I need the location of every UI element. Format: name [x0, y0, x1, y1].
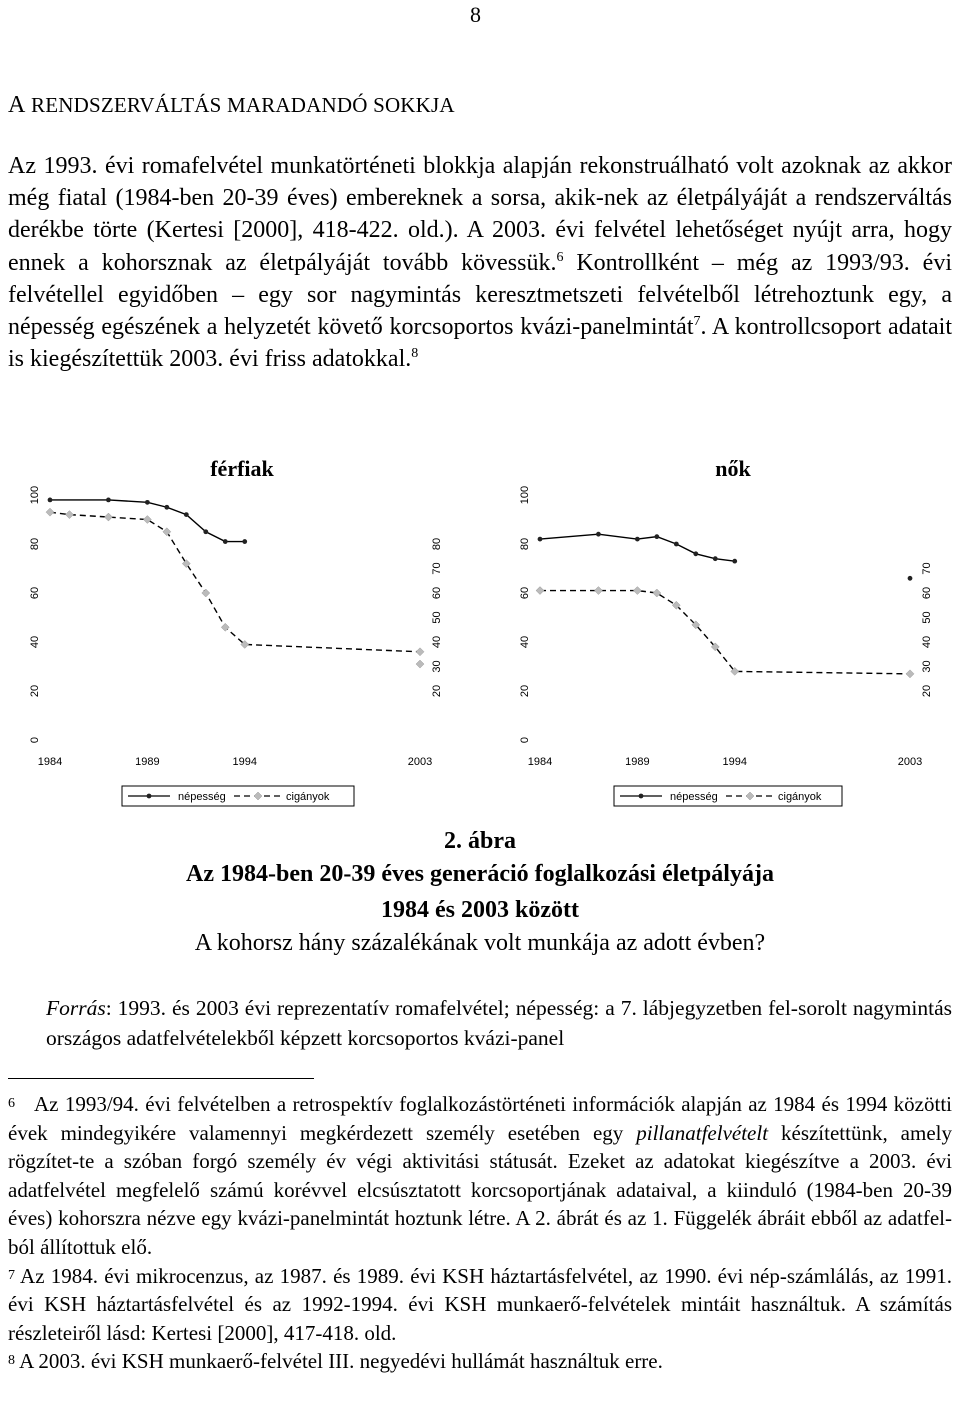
x-tick-label: 2003 — [407, 756, 433, 768]
x-tick-label: 1984 — [527, 756, 553, 768]
footnote-number: 8 — [8, 1353, 15, 1369]
y-tick-label-left: 20 — [29, 684, 41, 698]
data-point-nepesseg — [732, 559, 737, 564]
figure-title-line-2: 1984 és 2003 között — [381, 897, 579, 923]
paragraph-part-2: Kontrollként – még az 1993/93. évi felvétellel egyidőben – egy sor nagymintás keresztmetszeti felvételből létrehoztunk egy, a népesség egészének a helyzetét követő korcsoportos kvázi-panelmintát — [8, 249, 953, 341]
figure-title-line-1: Az 1984-ben 20-39 éves generáció foglalkozási életpályája — [186, 861, 774, 887]
y-tick-label-right: 70 — [431, 562, 443, 575]
legend-label-nepesseg: népesség — [670, 791, 718, 803]
section-title-rest: RENDSZERVÁLTÁS MARADANDÓ SOKKJA — [25, 93, 455, 117]
y-tick-label-right: 40 — [431, 635, 443, 649]
footnote-number: 7 — [8, 1267, 15, 1283]
y-tick-label-right: 30 — [921, 660, 933, 673]
legend-label-nepesseg: népesség — [178, 791, 226, 803]
figure-number: 2. ábra — [444, 828, 516, 854]
y-tick-label-left: 20 — [519, 684, 531, 698]
y-tick-label-left: 60 — [519, 586, 531, 600]
data-point-nepesseg — [48, 498, 53, 503]
y-tick-label-left: 80 — [29, 537, 41, 551]
x-tick-label: 1989 — [135, 756, 160, 768]
paragraph-part-3: . A kontrollcsoport adatait is kiegészítettük 2003. évi friss adatokkal. — [8, 314, 953, 373]
data-point-nepesseg — [674, 542, 679, 547]
x-tick-label: 1984 — [37, 756, 63, 768]
y-tick-label-right: 50 — [431, 611, 443, 624]
chart-title: nők — [715, 456, 751, 481]
source-text: : 1993. és 2003 évi reprezentatív romafelvétel; népesség: a 7. lábjegyzetben fel-sorolt nagymintás országos adatfelvételekből képzett korcsoportos kvázi-panel — [46, 996, 952, 1050]
y-tick-label-left: 80 — [519, 537, 531, 551]
data-point-nepesseg — [538, 537, 543, 542]
data-point-nepesseg — [203, 529, 208, 534]
y-tick-label-left: 40 — [519, 635, 531, 649]
x-tick-label: 1994 — [232, 756, 257, 768]
y-tick-label-right: 40 — [921, 635, 933, 649]
y-tick-label-right: 20 — [921, 684, 933, 698]
body-paragraph — [8, 150, 952, 375]
section-title-initial: A — [8, 92, 26, 118]
footnote-ref-8[interactable]: 8 — [411, 346, 419, 362]
data-point-nepesseg — [654, 534, 659, 539]
footnote-text: Az 1984. évi mikrocenzus, az 1987. és 1989. évi KSH háztartásfelvétel, az 1990. évi nép-számlálás, az 1991. évi KSH háztartásfelvétel és az 1992-1994. évi KSH munkaerő-felvételek mintáit használtuk. A számítás részleteiről lásd: Kertesi [2000], 417-418. old. — [8, 1263, 952, 1345]
footnote-number: 6 — [8, 1096, 15, 1111]
footnotes — [8, 1090, 952, 1376]
y-tick-label-right: 80 — [431, 537, 443, 551]
footnote-7 — [8, 1262, 952, 1348]
y-tick-label-right: 60 — [431, 586, 443, 600]
data-point-nepesseg — [596, 532, 601, 537]
page-number: 8 — [470, 2, 481, 27]
footnote-divider — [8, 1078, 314, 1079]
x-tick-label: 2003 — [897, 756, 923, 768]
paragraph-part-1: Az 1993. évi romafelvétel munkatörténeti blokkja alapján rekonstruálható volt azoknak az akkor még fiatal (1984-ben 20-39 éves) embereknek a sorsa, akik-nek az életpályáját a rendszerváltás derékbe törte (Kertesi [2000], 418-422. old.). A 2003. évi felvétel lehetőséget nyújt arra, hogy ennek a kohorsznak az életpályáját tovább kövessük. — [8, 153, 952, 276]
y-tick-label-right: 50 — [921, 611, 933, 624]
y-tick-label-right: 20 — [431, 684, 443, 698]
legend-marker-nepesseg — [147, 794, 152, 799]
footnote-text-cont: készítettünk, amely rögzítet-te a szóban forgó személy év végi aktivitási státusát. Ezeket az adatokat kiegészítve a 2003. évi adatfelvétel megfelelő számú korévvel elcsúsztatott korcsoportjának adataival, a kiinduló (1984-ben 20-39 éves) kohorszra nézve egy kvázi-panelmintát hoztunk létre. A 2. ábrát és az 1. Függelék ábráit ebből az adatfel-ból állítottuk elő. — [8, 1120, 952, 1259]
x-tick-label: 1994 — [722, 756, 747, 768]
footnote-8 — [8, 1347, 952, 1376]
data-point-nepesseg — [713, 556, 718, 561]
figure-2-charts — [0, 448, 960, 828]
y-tick-label-right: 60 — [921, 586, 933, 600]
footnote-text: Az 1993/94. évi felvételben a retrospektív foglalkozástörténeti információk alapján az 1984 és 1994 közötti évek mindegyikére valamennyi megkérdezett személy esetében egy — [8, 1092, 953, 1145]
source-label: Forrás — [46, 996, 106, 1020]
y-tick-label-left: 0 — [519, 736, 531, 744]
data-point-nepesseg — [223, 539, 228, 544]
x-tick-label: 1989 — [625, 756, 650, 768]
data-point-nepesseg — [693, 551, 698, 556]
data-point-nepesseg — [184, 512, 189, 517]
figure-subtitle: A kohorsz hány százalékának volt munkája az adott évben? — [194, 930, 766, 956]
data-point-nepesseg-2003 — [908, 576, 913, 581]
data-point-nepesseg — [635, 537, 640, 542]
section-title — [8, 92, 455, 119]
legend-marker-nepesseg — [639, 794, 644, 799]
footnote-ref-6[interactable]: 6 — [556, 249, 564, 265]
legend-label-ciganyok: cigányok — [778, 791, 822, 803]
footnote-6 — [8, 1090, 952, 1262]
y-tick-label-left: 100 — [29, 485, 41, 505]
y-tick-label-right: 30 — [431, 660, 443, 673]
data-point-nepesseg — [242, 539, 247, 544]
legend-label-ciganyok: cigányok — [286, 791, 330, 803]
y-tick-label-right: 70 — [921, 562, 933, 575]
y-tick-label-left: 0 — [29, 736, 41, 744]
data-point-nepesseg — [145, 500, 150, 505]
footnote-italic-term: pillanatfelvételt — [636, 1120, 769, 1145]
figure-source — [46, 993, 952, 1053]
data-point-nepesseg — [164, 505, 169, 510]
y-tick-label-left: 60 — [29, 586, 41, 600]
footnote-ref-7[interactable]: 7 — [693, 314, 701, 330]
y-tick-label-left: 100 — [519, 485, 531, 505]
chart-title: férfiak — [210, 456, 274, 481]
data-point-nepesseg — [106, 498, 111, 503]
y-tick-label-left: 40 — [29, 635, 41, 649]
footnote-text: A 2003. évi KSH munkaerő-felvétel III. negyedévi hullámát használtuk erre. — [19, 1349, 663, 1374]
